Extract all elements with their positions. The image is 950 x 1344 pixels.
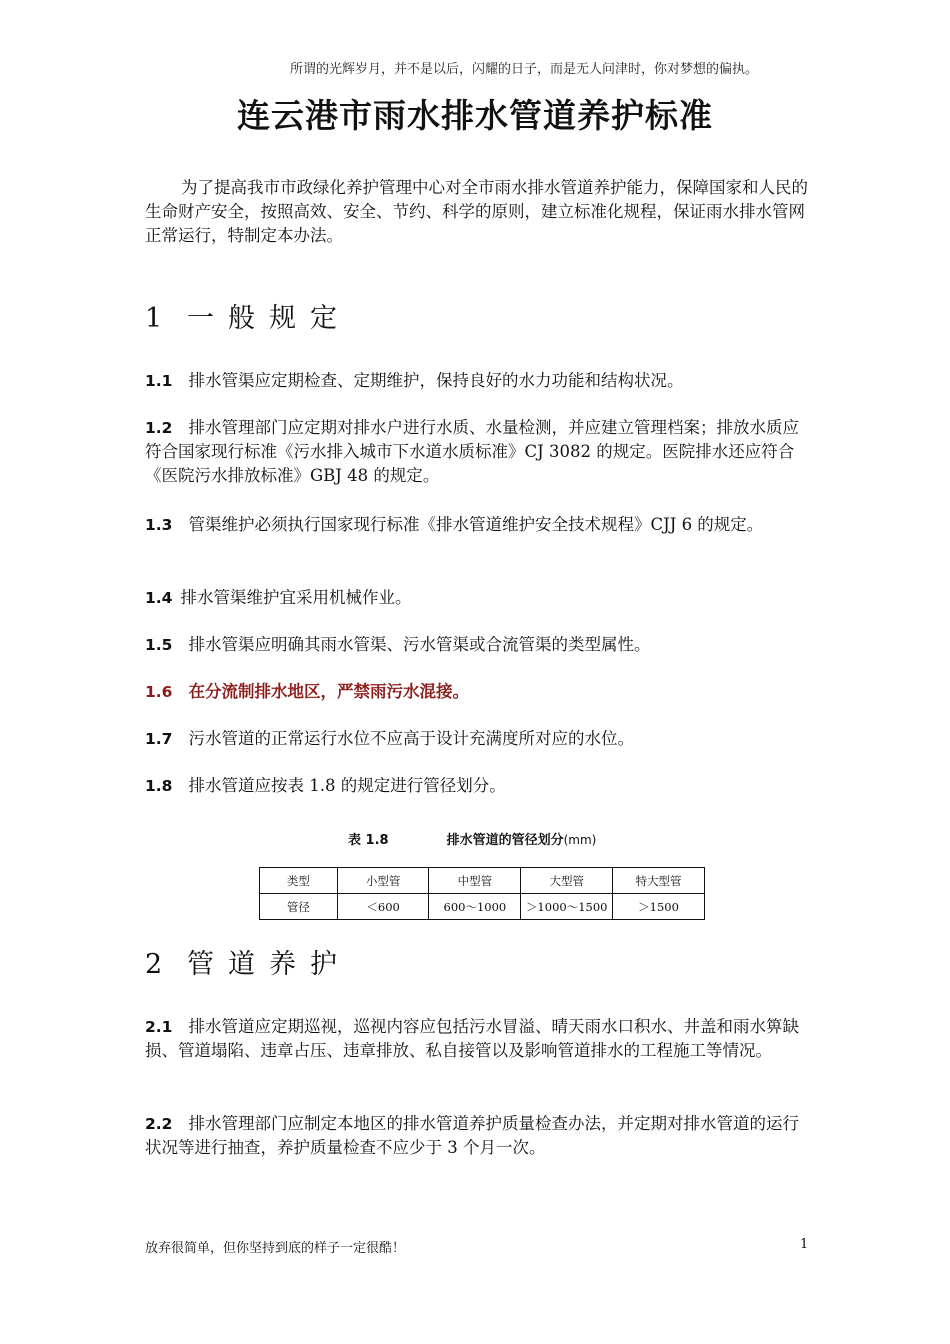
table-cell: 类型	[260, 868, 338, 894]
section-1-number: 1	[145, 303, 163, 334]
section-2-number: 2	[145, 949, 163, 980]
clause-number: 1.4	[145, 589, 173, 607]
clause-text: 排水管道应按表 1.8 的规定进行管径划分。	[188, 776, 506, 795]
clause-text: 管渠维护必须执行国家现行标准《排水管道维护安全技术规程》CJJ 6 的规定。	[188, 515, 764, 534]
table-cell: 小型管	[337, 868, 429, 894]
clause-text: 排水管理部门应制定本地区的排水管道养护质量检查办法，并定期对排水管道的运行状况等进行抽查，养护质量检查不应少于 3 个月一次。	[145, 1114, 799, 1157]
document-title: 连云港市雨水排水管道养护标准	[237, 96, 713, 135]
clause-number: 1.7	[145, 730, 173, 748]
section-1-heading	[145, 296, 351, 335]
clause-text: 排水管道应定期巡视，巡视内容应包括污水冒溢、晴天雨水口积水、井盖和雨水箅缺损、管道塌陷、违章占压、违章排放、私自接管以及影响管道排水的工程施工等情况。	[145, 1017, 799, 1060]
clause-text: 在分流制排水地区，严禁雨污水混接。	[188, 682, 469, 701]
table-cell: 管径	[260, 894, 338, 920]
section-1-title: 一般规定	[187, 303, 351, 334]
clause-text: 排水管理部门应定期对排水户进行水质、水量检测，并应建立管理档案；排放水质应符合国家现行标准《污水排入城市下水道水质标准》CJ 3082 的规定。医院排水还应符合《医院污水排放标准》GBJ 48 的规定。	[145, 418, 799, 485]
clause-1-3	[145, 513, 815, 537]
clause-1-1	[145, 369, 815, 393]
clause-1-5	[145, 633, 815, 657]
table-cell: 600～1000	[429, 894, 521, 920]
pipe-diameter-table	[259, 867, 705, 920]
clause-2-1	[145, 1015, 815, 1063]
header-quote: 所谓的光辉岁月，并不是以后，闪耀的日子，而是无人问津时，你对梦想的偏执。	[290, 62, 759, 77]
table-cell: 特大型管	[613, 868, 705, 894]
clause-1-6-highlighted	[145, 680, 815, 704]
table-row	[260, 894, 705, 920]
table-row	[260, 868, 705, 894]
intro-paragraph: 为了提高我市市政绿化养护管理中心对全市雨水排水管道养护能力，保障国家和人民的生命财产安全，按照高效、安全、节约、科学的原则，建立标准化规程，保证雨水排水管网正常运行，特制定本办法。	[145, 178, 808, 245]
table-cell: 中型管	[429, 868, 521, 894]
clause-number: 1.3	[145, 516, 173, 534]
footer-quote: 放弃很简单，但你坚持到底的样子一定很酷！	[145, 1241, 406, 1256]
table-caption-number: 表 1.8	[348, 833, 389, 848]
table-caption-unit: (mm)	[563, 833, 597, 847]
clause-number: 1.1	[145, 372, 173, 390]
clause-text: 排水管渠应定期检查、定期维护，保持良好的水力功能和结构状况。	[188, 371, 684, 390]
clause-number: 2.2	[145, 1115, 173, 1133]
clause-number: 1.6	[145, 683, 173, 701]
clause-text: 排水管渠应明确其雨水管渠、污水管渠或合流管渠的类型属性。	[188, 635, 651, 654]
clause-1-2	[145, 416, 815, 488]
clause-1-7	[145, 727, 815, 751]
section-2-heading	[145, 942, 351, 981]
section-2-title: 管道养护	[187, 949, 351, 980]
table-caption	[348, 829, 596, 848]
clause-number: 1.2	[145, 419, 173, 437]
table-cell: ＞1500	[613, 894, 705, 920]
clause-number: 2.1	[145, 1018, 173, 1036]
clause-2-2	[145, 1112, 815, 1160]
clause-1-8	[145, 774, 815, 798]
table-cell: ＞1000～1500	[521, 894, 613, 920]
clause-text: 污水管道的正常运行水位不应高于设计充满度所对应的水位。	[188, 729, 634, 748]
table-caption-title: 排水管道的管径划分	[446, 833, 564, 848]
clause-number: 1.8	[145, 777, 173, 795]
clause-1-4	[145, 586, 815, 610]
page-number: 1	[800, 1237, 809, 1252]
table-cell: ＜600	[337, 894, 429, 920]
clause-number: 1.5	[145, 636, 173, 654]
table-cell: 大型管	[521, 868, 613, 894]
clause-text: 排水管渠维护宜采用机械作业。	[180, 588, 412, 607]
